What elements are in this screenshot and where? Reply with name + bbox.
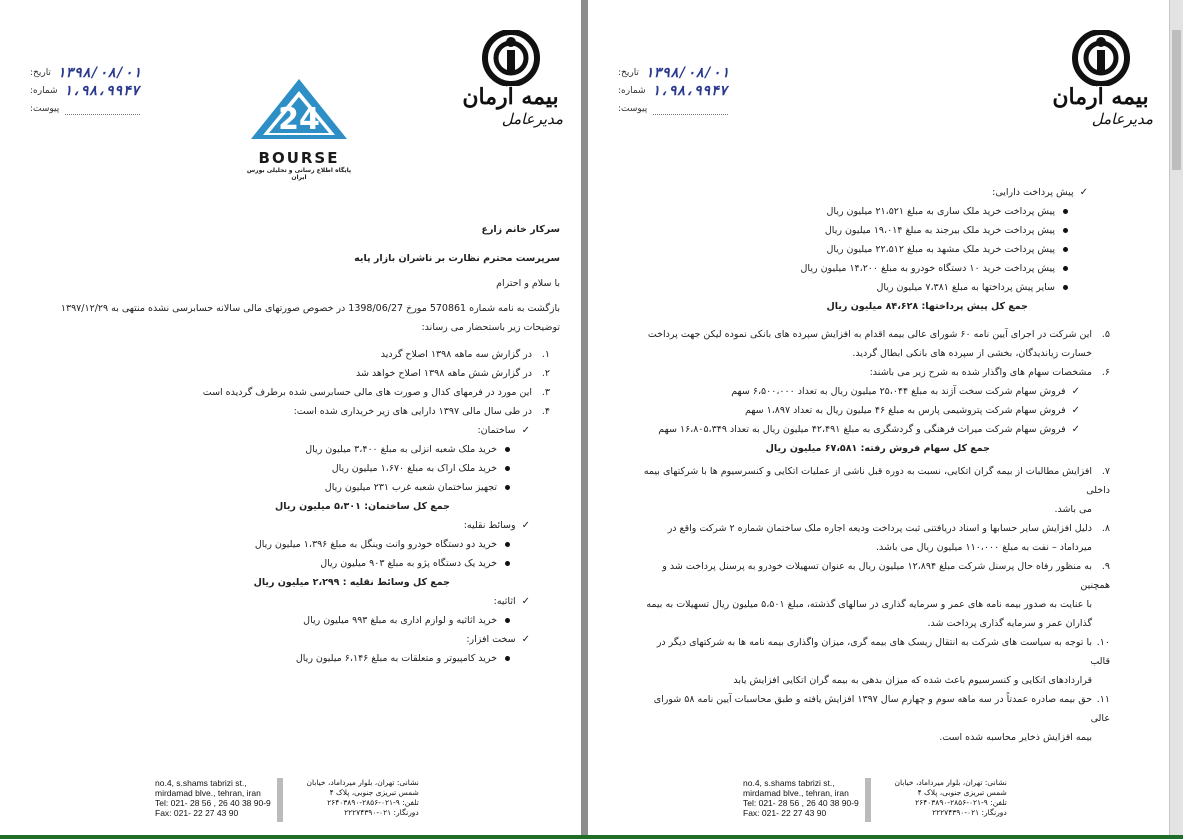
bourse-tagline: پایگاه اطلاع رسانی و تحلیلی بورس ایران: [246, 167, 352, 181]
section-vehicles: ✓وسائط نقلیه:: [60, 516, 560, 535]
recipient: سرکار خانم زارع: [481, 224, 560, 235]
arman-logo: [458, 30, 563, 128]
recipient-title: سرپرست محترم نظارت بر ناشران بازار پایه: [354, 253, 560, 264]
letter-meta: [30, 64, 140, 118]
letter-body: [60, 220, 560, 668]
total-prepayments: جمع کل پیش پرداختها: ۸۴،۶۲۸ میلیون ریال: [826, 301, 1028, 312]
bourse-number: 24: [278, 102, 320, 137]
list-item: ۷.افزایش مطالبات از بیمه گران اتکایی، نسبت به دوره قبل ناشی از عملیات اتکایی و کنسرسیوم ها با شرکتهای بیمه داخلی: [643, 466, 1110, 496]
bourse-logo: [243, 77, 355, 181]
taskbar-strip: [0, 835, 1183, 839]
check-icon: ✓: [1079, 187, 1088, 198]
arman-emblem-icon: [476, 30, 546, 86]
check-icon: ✓: [1071, 405, 1080, 416]
list-item: پیش پرداخت خرید ملک مشهد به مبلغ ۲۲،۵۱۲ میلیون ریال: [650, 240, 1098, 259]
list-item: ۱.در گزارش سه ماهه ۱۳۹۸ اصلاح گردید: [380, 349, 550, 360]
attach-label: پیوست:: [618, 104, 648, 114]
letter-footer: [743, 778, 1007, 822]
list-item: تجهیز ساختمان شعبه غرب ۲۳۱ میلیون ریال: [60, 478, 560, 497]
ceo-title: مدیرعامل: [501, 110, 563, 128]
number-label: شماره:: [618, 86, 646, 96]
letter-meta: [618, 64, 728, 118]
total-buildings: جمع کل ساختمان: ۵،۳۰۱ میلیون ریال: [275, 501, 450, 512]
arman-logo: [1048, 30, 1153, 128]
list-item: ✓فروش سهام شرکت سخت آژند به مبلغ ۲۵،۰۴۴ میلیون ریال به تعداد ۶،۵۰۰،۰۰۰ سهم: [638, 382, 1110, 401]
letter-body: [650, 183, 1098, 316]
total-shares: جمع کل سهام فروش رفته: ۶۷،۵۸۱ میلیون ریال: [765, 443, 990, 454]
section-buildings: ✓ساختمان:: [60, 421, 560, 440]
list-item: پیش پرداخت خرید ملک بیرجند به مبلغ ۱۹،۰۱۴ میلیون ریال: [650, 221, 1098, 240]
list-item: ۵.این شرکت در اجرای آیین نامه ۶۰ شورای عالی بیمه اقدام به افزایش سپرده های بانکی نموده لیکن جهت پرداخت: [647, 329, 1110, 340]
item-line: با عنایت به صدور بیمه نامه های عمر و سرمایه گذاری در سالهای گذشته، مبلغ ۵،۵۰۱ میلیون ریال تسهیلات به بیمه: [646, 599, 1092, 610]
section-prepayments: ✓پیش پرداخت دارایی:: [650, 183, 1098, 202]
check-icon: ✓: [1071, 424, 1080, 435]
number-label: شماره:: [30, 86, 58, 96]
arman-emblem-icon: [1066, 30, 1136, 86]
list-item: ۱۱.حق بیمه صادره عمدتاً در سه ماهه سوم و چهارم سال ۱۳۹۷ افزایش یافته و طبق محاسبات آیین نامه ۵۸ شورای عالی: [653, 694, 1110, 724]
list-item: ۹.به منظور رفاه حال پرسنل شرکت مبلغ ۱۲،۸۹۴ میلیون ریال به عنوان تسهیلات خودرو به پرسنل پرداخت شد و همچنین: [662, 561, 1110, 591]
list-item: ۸.دلیل افزایش سایر حسابها و اسناد دریافتنی ثبت پرداخت ودیعه اجاره ملک ساختمان شماره ۲ شرکت واقع در: [667, 523, 1110, 534]
date-value: ۱۳۹۸/۰۸/۰۱: [644, 65, 730, 81]
item-line: بیمه افزایش ذخایر محاسبه شده است.: [939, 732, 1092, 743]
check-icon: ✓: [1071, 386, 1080, 397]
greeting: با سلام و احترام: [496, 278, 560, 289]
footer-address-en: no.4, s.shams tabrizi st., mirdamad blve., tehran, iran Tel: 021- 28 56 , 26 40 38 90-9 Fax: 021- 22 27 43 90: [155, 778, 271, 818]
date-value: ۱۳۹۸/۰۸/۰۱: [56, 65, 142, 81]
item-line: قراردادهای اتکایی و کنسرسیوم باعث شده که میزان بدهی به بیمه گران اتکایی افزایش یابد: [733, 675, 1092, 686]
letter-body-continued: [638, 325, 1110, 747]
list-item: خرید یک دستگاه پژو به مبلغ ۹۰۳ میلیون ریال: [60, 554, 560, 573]
section-furniture: ✓اثاثیه:: [60, 592, 560, 611]
brand-name: بیمه آرمان: [462, 84, 559, 110]
date-label: تاریخ:: [618, 68, 639, 78]
total-vehicles: جمع کل وسائط نقلیه : ۲،۲۹۹ میلیون ریال: [253, 577, 450, 588]
list-item: پیش پرداخت خرید ۱۰ دستگاه خودرو به مبلغ ۱۴،۲۰۰ میلیون ریال: [650, 259, 1098, 278]
list-item: ۳.این مورد در فرمهای کدال و صورت های مالی حسابرسی شده برطرف گردیده است: [202, 387, 550, 398]
item-line: گذاران عمر و سرمایه گذاری پرداخت شد.: [927, 618, 1092, 629]
letter-footer: [155, 778, 419, 822]
list-item: ✓فروش سهام شرکت میراث فرهنگی و گردشگری به مبلغ ۴۲،۴۹۱ میلیون ریال به تعداد ۱۶،۸۰۵،۳۴۹ سهم: [638, 420, 1110, 439]
number-value: ۱،۹۸،۹۹۴۷: [651, 83, 728, 99]
vertical-scrollbar[interactable]: [1169, 0, 1183, 835]
check-icon: ✓: [521, 425, 530, 436]
bourse-name: BOURSE: [258, 149, 340, 167]
number-value: ۱،۹۸،۹۹۴۷: [63, 83, 140, 99]
document-page-left: [0, 0, 581, 839]
list-item: خرید ملک شعبه انزلی به مبلغ ۳،۴۰۰ میلیون ریال: [60, 440, 560, 459]
list-item: سایر پیش پرداختها به مبلغ ۷،۳۸۱ میلیون ریال: [650, 278, 1098, 297]
scrollbar-thumb[interactable]: [1172, 30, 1181, 170]
document-page-right: [588, 0, 1170, 839]
item-line: خسارت زیاندیدگان، بخشی از سپرده های بانکی ابطال گردید.: [852, 348, 1092, 359]
list-item: خرید دو دستگاه خودرو وانت وینگل به مبلغ ۱،۳۹۶ میلیون ریال: [60, 535, 560, 554]
bourse-triangle-icon: [243, 77, 355, 145]
list-item: ۲.در گزارش شش ماهه ۱۳۹۸ اصلاح خواهد شد: [355, 368, 550, 379]
intro-line2: توضیحات زیر باستحضار می رساند:: [421, 322, 560, 333]
list-item: ✓فروش سهام شرکت پتروشیمی پارس به مبلغ ۴۶ میلیون ریال به تعداد ۱،۸۹۷ سهم: [638, 401, 1110, 420]
footer-address-en: no.4, s.shams tabrizi st., mirdamad blve., tehran, iran Tel: 021- 28 56 , 26 40 38 90-9 Fax: 021- 22 27 43 90: [743, 778, 859, 818]
item-line: می باشد.: [1054, 504, 1092, 515]
ceo-title: مدیرعامل: [1091, 110, 1153, 128]
item-line: میرداماد – نفت به مبلغ ۱۱۰،۰۰۰ میلیون ریال می باشد.: [876, 542, 1092, 553]
footer-address-fa: نشانی: تهران، بلوار میرداماد، خیابان شمس تبریزی جنوبی، پلاک ۴ تلفن: ۹-۰۲۱-۲۸۵۶-۲۶۴۰۳۸۹۰ دورنگار: ۰۲۱-۲۲۲۷۴۳۹۰: [894, 778, 1007, 817]
list-item: پیش پرداخت خرید ملک ساری به مبلغ ۲۱،۵۲۱ میلیون ریال: [650, 202, 1098, 221]
check-icon: ✓: [521, 520, 530, 531]
list-item: ۶.مشخصات سهام های واگذار شده به شرح زیر می باشند:: [869, 367, 1110, 378]
footer-address-fa: نشانی: تهران، بلوار میرداماد، خیابان شمس تبریزی جنوبی، پلاک ۴ تلفن: ۹-۰۲۱-۲۸۵۶-۲۶۴۰۳۸۹۰ دورنگار: ۰۲۱-۲۲۲۷۴۳۹۰: [306, 778, 419, 817]
list-item: خرید ملک اراک به مبلغ ۱،۶۷۰ میلیون ریال: [60, 459, 560, 478]
list-item: ۴.در طی سال مالی ۱۳۹۷ دارایی های زیر خریداری شده است:: [293, 406, 550, 417]
list-item: خرید کامپیوتر و متعلقات به مبلغ ۶،۱۴۶ میلیون ریال: [60, 649, 560, 668]
brand-name: بیمه آرمان: [1052, 84, 1149, 110]
list-item: خرید اثاثیه و لوازم اداری به مبلغ ۹۹۳ میلیون ریال: [60, 611, 560, 630]
list-item: ۱۰.با توجه به سیاست های شرکت به انتقال ریسک های بیمه گری، میزان واگذاری بیمه نامه ها به شرکتهای دیگر در قالب: [656, 637, 1110, 667]
attach-label: پیوست:: [30, 104, 60, 114]
check-icon: ✓: [521, 634, 530, 645]
check-icon: ✓: [521, 596, 530, 607]
intro-line1: بازگشت به نامه شماره 570861 مورخ 1398/06/27 در خصوص صورتهای مالی سالانه حسابرسی نشده منتهی به ۱۳۹۷/۱۲/۲۹: [60, 303, 560, 314]
section-hardware: ✓سخت افزار:: [60, 630, 560, 649]
date-label: تاریخ:: [30, 68, 51, 78]
